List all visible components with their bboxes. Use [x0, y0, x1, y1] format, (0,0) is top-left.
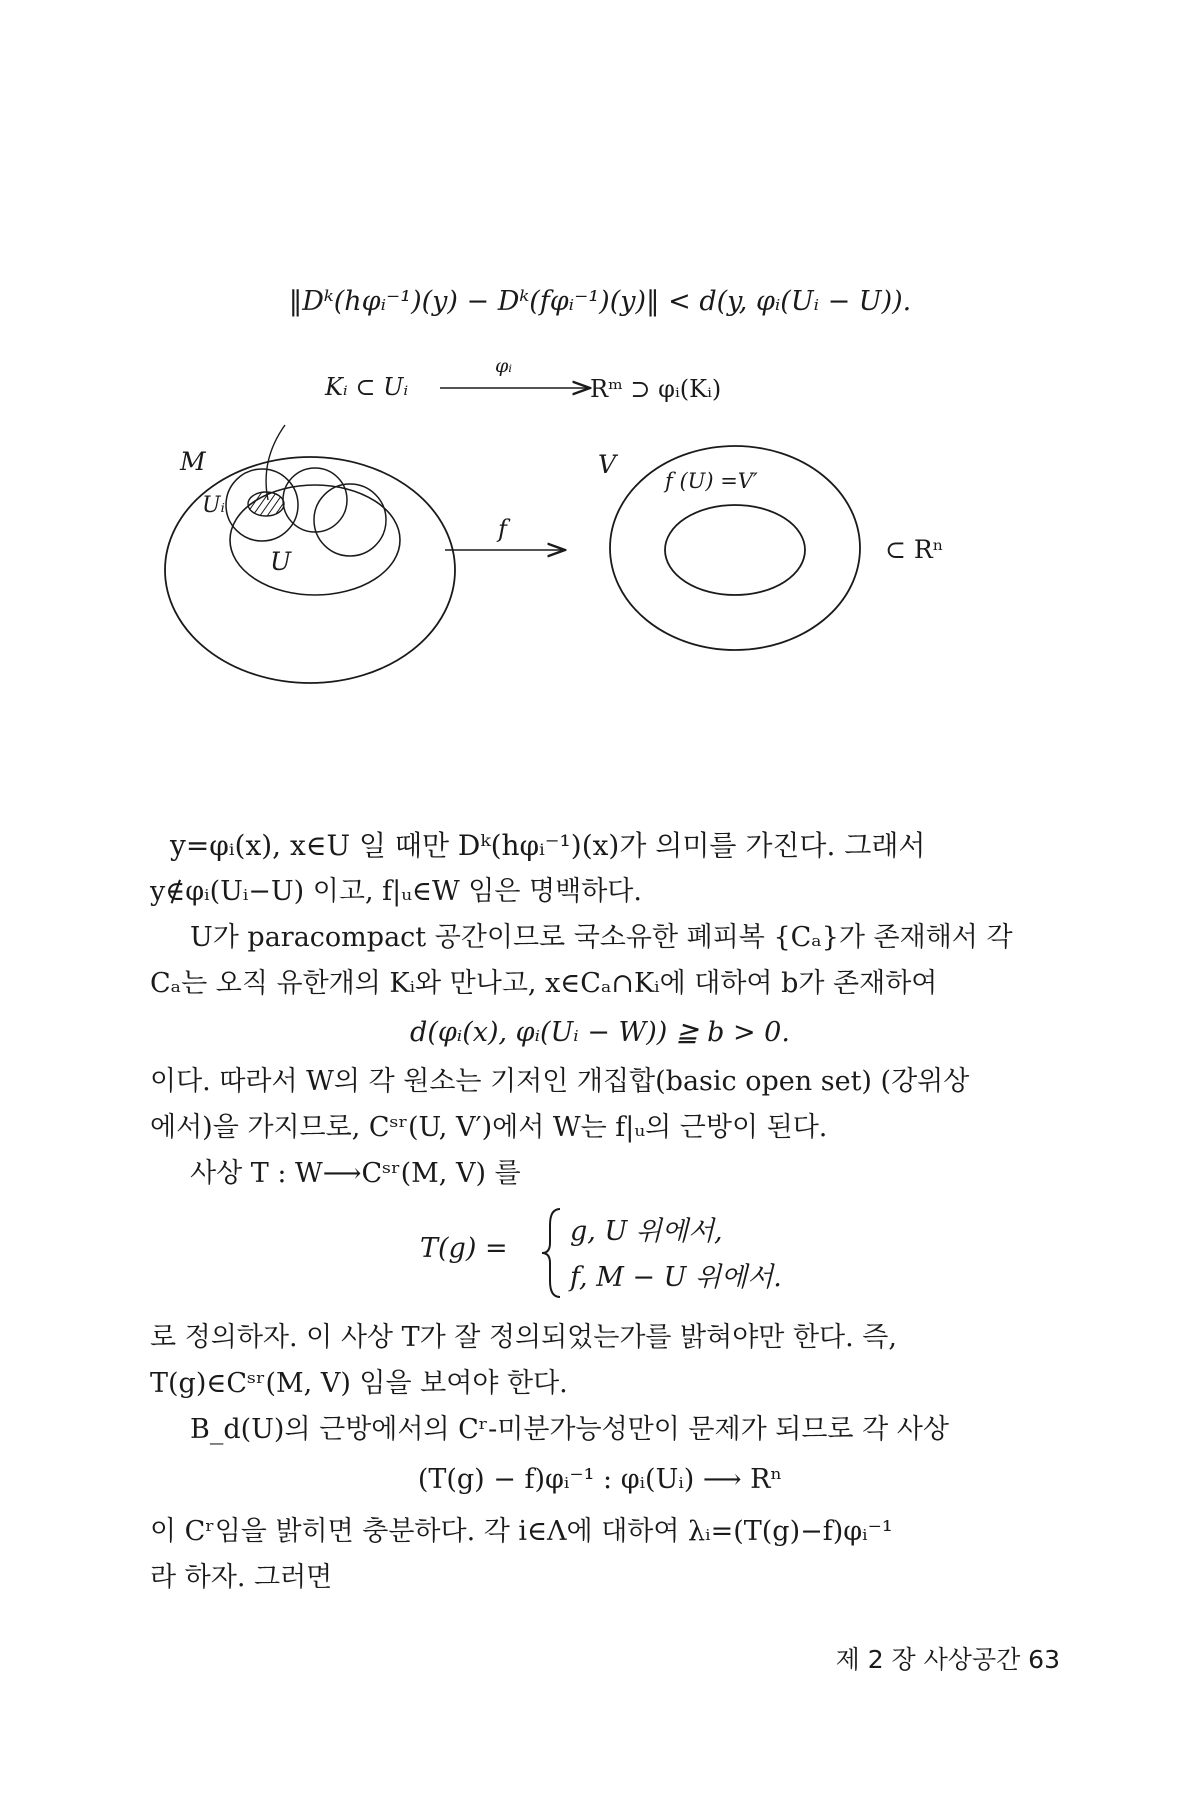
- image-f-u-ellipse: [665, 505, 805, 595]
- label-subset-rn: ⊂ Rⁿ: [885, 535, 944, 564]
- page-footer: 제 2 장 사상공간 63: [835, 1645, 1060, 1674]
- paragraph-7-line-2: 라 하자. 그러면: [150, 1562, 333, 1593]
- equation-norm-inequality: ‖Dᵏ(hφᵢ⁻¹)(y) − Dᵏ(fφᵢ⁻¹)(y)‖ < d(y, φᵢ(Uᵢ − U)).: [288, 286, 912, 317]
- label-ui: Uᵢ: [202, 493, 225, 518]
- case-on-u: g, U 위에서,: [570, 1216, 723, 1247]
- paragraph-6-line-1: B_d(U)의 근방에서의 Cʳ-미분가능성만이 문제가 되므로 각 사상: [190, 1414, 949, 1445]
- paragraph-5-line-1: 로 정의하자. 이 사상 T가 잘 정의되었는가를 밝혀야만 한다. 즉,: [150, 1322, 897, 1353]
- ki-hatched-set: [248, 492, 284, 516]
- label-u: U: [270, 547, 292, 576]
- label-ki-subset-ui: Kᵢ ⊂ Uᵢ: [325, 373, 409, 401]
- cover-circle-3: [314, 484, 386, 556]
- equation-composite-map: (T(g) − f)φᵢ⁻¹ : φᵢ(Uᵢ) ⟶ Rⁿ: [417, 1464, 783, 1495]
- manifold-chart-diagram: [150, 355, 1080, 770]
- paragraph-2-line-1: U가 paracompact 공간이므로 국소유한 폐피복 {Cₐ}가 존재해서 각: [190, 922, 1013, 953]
- label-f-u-equals-v-prime: f (U) =V′: [665, 469, 758, 493]
- paragraph-1-line-2: y∉φᵢ(Uᵢ−U) 이고, f|ᵤ∈W 임은 명백하다.: [150, 876, 642, 907]
- paragraph-4-line-1: 사상 T : W⟶Cˢʳ(M, V) 를: [190, 1158, 521, 1189]
- label-v: V: [598, 450, 617, 479]
- piecewise-definition-t: [420, 1205, 840, 1305]
- label-phi-i: φᵢ: [495, 355, 513, 377]
- case-on-m-minus-u: f, M − U 위에서.: [570, 1262, 782, 1293]
- paragraph-2-line-2: Cₐ는 오직 유한개의 Kᵢ와 만나고, x∈Cₐ∩Kᵢ에 대하여 b가 존재하여: [150, 968, 938, 999]
- label-m: M: [180, 447, 206, 476]
- equation-distance-bound: d(φᵢ(x), φᵢ(Uᵢ − W)) ≧ b > 0.: [410, 1017, 790, 1048]
- paragraph-3-line-2: 에서)을 가지므로, Cˢʳ(U, V′)에서 W는 f|ᵤ의 근방이 된다.: [150, 1112, 828, 1143]
- cover-circle-2: [283, 468, 347, 532]
- label-rm-contains-phi-ki: Rᵐ ⊃ φᵢ(Kᵢ): [590, 375, 722, 403]
- manifold-m-ellipse: [165, 457, 455, 683]
- paragraph-3-line-1: 이다. 따라서 W의 각 원소는 기저인 개집합(basic open set) (강위상: [150, 1066, 970, 1097]
- left-brace: [540, 1205, 564, 1301]
- paragraph-5-line-2: T(g)∈Cˢʳ(M, V) 임을 보여야 한다.: [150, 1368, 568, 1399]
- paragraph-7-line-1: 이 Cʳ임을 밝히면 충분하다. 각 i∈Λ에 대하여 λᵢ=(T(g)−f)φᵢ⁻¹: [150, 1516, 893, 1547]
- label-f: f: [498, 515, 507, 543]
- paragraph-1-line-1: y=φᵢ(x), x∈U 일 때만 Dᵏ(hφᵢ⁻¹)(x)가 의미를 가진다. 그래서: [170, 829, 926, 862]
- cases-lhs: T(g) =: [420, 1233, 508, 1264]
